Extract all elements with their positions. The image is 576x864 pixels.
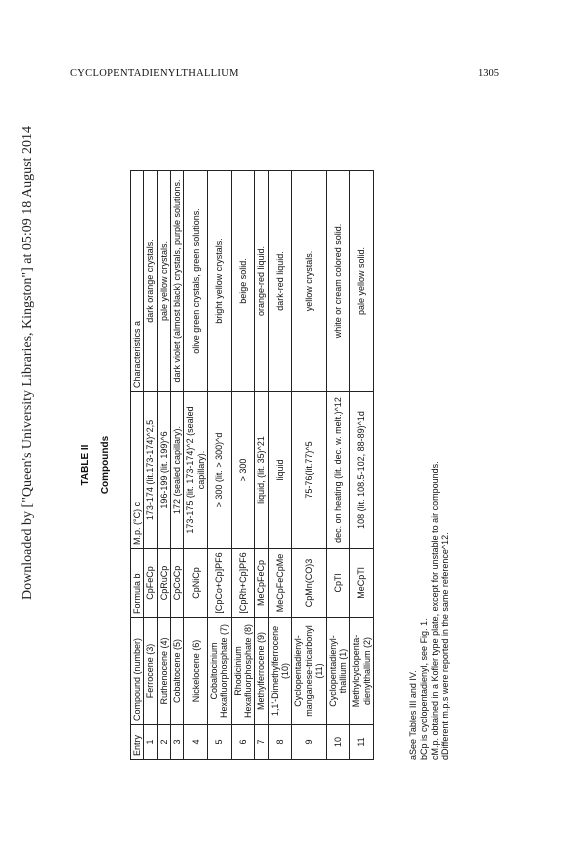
cell-entry: 7 <box>255 725 268 760</box>
cell-formula: CpRuCp <box>157 549 170 618</box>
table-row <box>231 171 255 760</box>
cell-mp: > 300 (lit. > 300)^d <box>208 392 232 549</box>
cell-formula: CpTl <box>326 549 350 618</box>
cell-entry: 3 <box>171 725 184 760</box>
table-row <box>208 171 232 760</box>
cell-formula: CpFeCp <box>144 549 157 618</box>
table-footnotes <box>408 461 451 760</box>
table-row <box>157 171 170 760</box>
cell-formula: CpMn(CO)3 <box>292 549 326 618</box>
col-compound: Compound (number) <box>131 618 144 725</box>
footnote-d: dDifferent m.p.s were reported in the same reference^12. <box>440 532 451 760</box>
cell-compound: 1,1'-Dimethylferrocene (10) <box>268 618 292 725</box>
cell-characteristics: dark-red liquid. <box>268 171 292 392</box>
cell-mp: liquid <box>268 392 292 549</box>
table-row <box>350 171 374 760</box>
table-header-row <box>131 171 144 760</box>
cell-compound: Cyclopentadienyl-thallium (1) <box>326 618 350 725</box>
cell-characteristics: orange-red liquid. <box>255 171 268 392</box>
table-row <box>292 171 326 760</box>
table-row <box>255 171 268 760</box>
cell-mp: 173-174 (lit.173-174)^2,5 <box>144 392 157 549</box>
col-formula: Formula b <box>131 549 144 618</box>
cell-characteristics: dark violet (almost black) crystals, purple solutions. <box>171 171 184 392</box>
cell-characteristics: bright yellow crystals. <box>208 171 232 392</box>
cell-compound: Methylcyclopenta-dienylthallium (2) <box>350 618 374 725</box>
cell-entry: 10 <box>326 725 350 760</box>
cell-characteristics: beige solid. <box>231 171 255 392</box>
cell-characteristics: pale yellow solid. <box>350 171 374 392</box>
cell-formula: CpNiCp <box>184 549 208 618</box>
cell-formula: CpCoCp <box>171 549 184 618</box>
table-row <box>171 171 184 760</box>
cell-compound: Ferrocene (3) <box>144 618 157 725</box>
download-watermark: Downloaded by ["Queen's University Libraries, Kingston"] at 05:09 18 August 2014 <box>20 126 35 600</box>
cell-formula: MeCpFeCp <box>255 549 268 618</box>
cell-characteristics: white or cream colored solid. <box>326 171 350 392</box>
cell-compound: Methylferrocene (9) <box>255 618 268 725</box>
footnote-c: cM.p. obtained in a Kofler type plate, except for unstable to air compounds. <box>429 461 440 760</box>
cell-compound: Nickelocene (6) <box>184 618 208 725</box>
col-mp: M.p. (°C) c <box>131 392 144 549</box>
cell-mp: 173-175 (lit. 173-174)^2 (sealed capillary). <box>184 392 208 549</box>
rotated-table-block <box>80 170 460 760</box>
cell-formula: MeCpTl <box>350 549 374 618</box>
cell-compound: Cobaltocinium Hexafluorphosphate (7) <box>208 618 232 725</box>
cell-entry: 1 <box>144 725 157 760</box>
footnote-b: bCp is cyclopentadienyl, see Fig. 1. <box>418 618 429 760</box>
cell-entry: 4 <box>184 725 208 760</box>
cell-mp: 108 (lit. 108.5-102, 88-89)^1d <box>350 392 374 549</box>
cell-formula: [CpRh+Cp]PF6 <box>231 549 255 618</box>
footnote-a: aSee Tables III and IV. <box>408 670 418 760</box>
cell-entry: 6 <box>231 725 255 760</box>
cell-compound: Cyclopentadienyl-manganese-tricarbonyl (11) <box>292 618 326 725</box>
cell-mp: > 300 <box>231 392 255 549</box>
cell-entry: 2 <box>157 725 170 760</box>
table-title: TABLE II <box>80 444 91 486</box>
cell-mp: 196-199 (lit. 199)^6 <box>157 392 170 549</box>
cell-mp: 172 (sealed capillary). <box>171 392 184 549</box>
cell-mp: liquid, (lit. 35)^21 <box>255 392 268 549</box>
cell-characteristics: dark orange crystals. <box>144 171 157 392</box>
table-row <box>184 171 208 760</box>
col-entry: Entry <box>131 725 144 760</box>
cell-mp: dec. on heating (lit. dec. w. melt.)^12 <box>326 392 350 549</box>
cell-entry: 9 <box>292 725 326 760</box>
cell-compound: Ruthenocene (4) <box>157 618 170 725</box>
table-subtitle: Compounds <box>100 435 111 495</box>
cell-characteristics: olive green crystals, green solutions. <box>184 171 208 392</box>
col-characteristics: Characteristics a <box>131 171 144 392</box>
page-number: 1305 <box>478 68 499 79</box>
cell-entry: 11 <box>350 725 374 760</box>
cell-compound: Rhodicinium Hexafluorphosphate (8) <box>231 618 255 725</box>
cell-entry: 5 <box>208 725 232 760</box>
cell-formula: MeCpFeCpMe <box>268 549 292 618</box>
cell-formula: [CpCo+Cp]PF6 <box>208 549 232 618</box>
cell-compound: Cobaltocene (5) <box>171 618 184 725</box>
cell-characteristics: yellow crystals. <box>292 171 326 392</box>
table-row <box>144 171 157 760</box>
cell-characteristics: pale yellow crystals. <box>157 171 170 392</box>
cell-mp: 75-76(lit.77)^5 <box>292 392 326 549</box>
table-row <box>326 171 350 760</box>
table-row <box>268 171 292 760</box>
cell-entry: 8 <box>268 725 292 760</box>
running-head: CYCLOPENTADIENYLTHALLIUM <box>70 68 239 79</box>
compounds-table <box>130 170 374 760</box>
